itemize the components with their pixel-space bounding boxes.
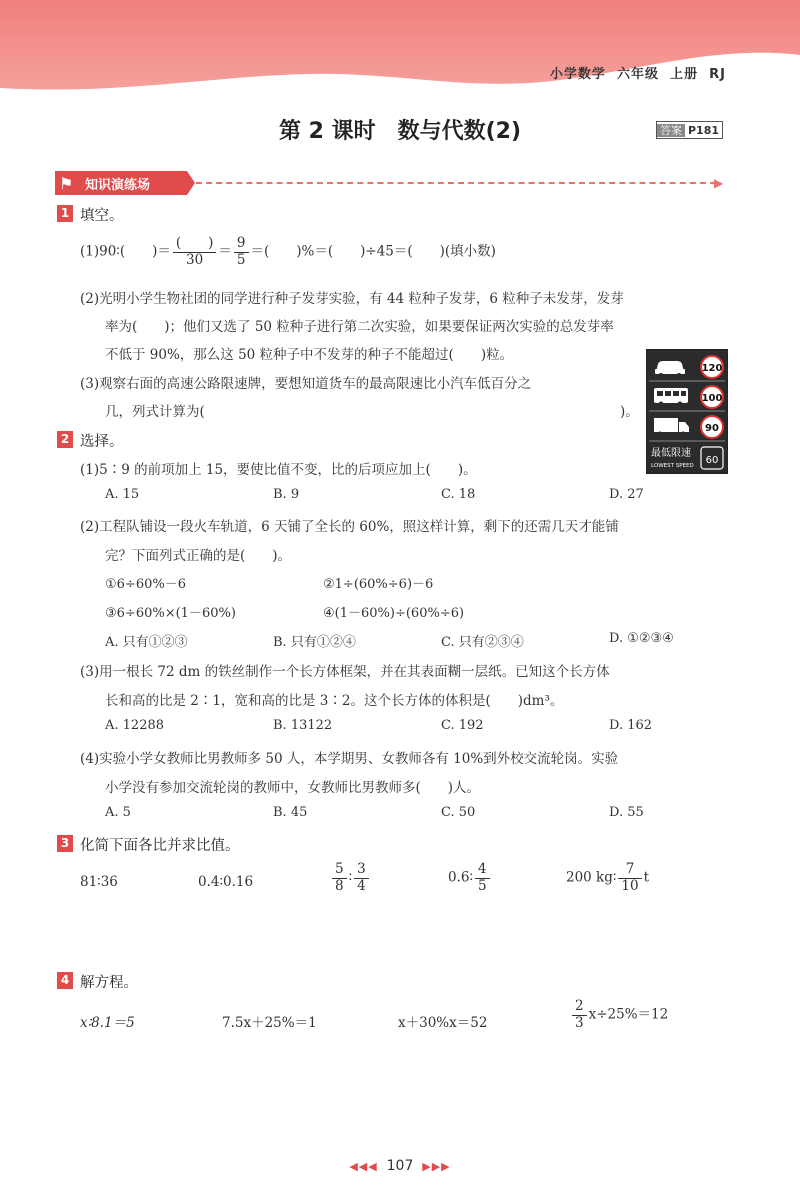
q2-part2-stem2: 完？下面列式正确的是( )。 — [105, 548, 292, 564]
option-c[interactable]: C. 50 — [441, 805, 476, 820]
q2-part1-stem: (1)5∶9 的前项加上 15，要使比值不变，比的后项应加上( )。 — [80, 462, 477, 478]
question-number: 1 — [57, 205, 73, 222]
q1-part2-line2: 率为( )；他们又选了 50 粒种子进行第二次实验，如果要保证两次实验的总发芽率 — [105, 319, 614, 335]
q1-part1 — [80, 236, 496, 268]
limit-truck: 90 — [705, 423, 719, 434]
q2-part2-stem1: (2)工程队铺设一段火车轨道，6 天铺了全长的 60%，照这样计算，剩下的还需几天才能铺 — [80, 519, 619, 535]
min-speed-label-cn: 最低限速 — [651, 448, 691, 459]
fraction-denominator: 5 — [236, 251, 246, 268]
equation-2: 7.5x＋25%＝1 — [222, 1015, 317, 1031]
formula-2: ②1÷(60%÷6)－6 — [323, 577, 434, 592]
min-speed-label-en: LOWEST SPEED — [651, 463, 694, 469]
option-a[interactable]: A. 5 — [105, 805, 131, 820]
fraction — [332, 862, 347, 894]
equation-text: x÷25%＝12 — [588, 1006, 669, 1023]
answer-label: 答案 — [657, 124, 685, 137]
ratio-2: 0.4∶0.16 — [198, 874, 254, 890]
answer-reference — [656, 121, 723, 139]
ratio-text: 200 kg∶ — [566, 869, 617, 886]
fraction-denominator: 5 — [477, 877, 487, 894]
ratio-3 — [330, 862, 371, 894]
runner-icon: ⚑ — [59, 174, 74, 193]
equation-3: x＋30%x＝52 — [398, 1015, 488, 1031]
fraction-denominator: 4 — [357, 877, 366, 894]
fraction-numerator: 3 — [354, 862, 369, 879]
ratio-1: 81∶36 — [80, 874, 118, 890]
equation-1: x∶8.1＝5 — [80, 1015, 135, 1031]
q1-part2-line1: (2)光明小学生物社团的同学进行种子发芽实验，有 44 粒种子发芽，6 粒种子未发芽，发芽 — [80, 291, 624, 307]
ratio-text: 0.6∶ — [448, 869, 473, 886]
q2-part3-stem1: (3)用一根长 72 dm 的铁丝制作一个长方体框架，并在其表面糊一层纸。已知这个长方体 — [80, 664, 610, 680]
volume: 上册 — [670, 67, 699, 82]
q1-part1-text-b: ＝( )%＝( )÷45＝( )(填小数) — [250, 243, 496, 260]
option-d[interactable]: D. 162 — [609, 718, 653, 733]
fraction-denominator: 3 — [575, 1014, 584, 1031]
fraction-numerator: 5 — [332, 862, 347, 879]
unit: t — [643, 869, 650, 886]
q2-part4-stem1: (4)实验小学女教师比男教师多 50 人，本学期男、女教师各有 10%到外校交流轮岗。实验 — [80, 751, 619, 767]
option-b[interactable]: B. 只有①②④ — [273, 635, 356, 650]
option-c[interactable]: C. 只有②③④ — [441, 635, 524, 650]
speed-limit-sign — [646, 349, 728, 474]
header-band — [0, 0, 800, 100]
book-info — [550, 63, 726, 82]
section-label: 知识演练场 — [85, 178, 151, 193]
fraction — [618, 862, 641, 894]
option-b[interactable]: B. 13122 — [273, 718, 333, 733]
page-number: 107 — [386, 1158, 414, 1174]
question-title: 选择。 — [80, 434, 124, 450]
fraction-denominator: 30 — [186, 251, 204, 268]
question-title: 化简下面各比并求比值。 — [80, 838, 240, 854]
page-footer — [0, 1158, 800, 1174]
fraction-numerator: 7 — [618, 862, 641, 879]
fraction-numerator: 4 — [475, 862, 490, 879]
fraction-numerator: ( ) — [173, 236, 217, 253]
fraction-numerator: 2 — [572, 999, 587, 1016]
option-b[interactable]: B. 9 — [273, 487, 300, 502]
min-speed-value: 60 — [705, 455, 719, 466]
banner-divider — [196, 182, 716, 184]
arrows-left-icon: ◀◀◀ — [349, 1160, 378, 1173]
ratio-sign: ∶ — [348, 869, 353, 886]
page-title: 第 2 课时 数与代数(2) — [278, 119, 522, 144]
arrows-right-icon: ▶▶▶ — [422, 1160, 451, 1173]
fraction — [354, 862, 369, 894]
question-title: 填空。 — [80, 208, 124, 224]
fraction-denominator: 10 — [621, 877, 639, 894]
limit-bus: 100 — [701, 393, 723, 404]
fraction — [572, 999, 587, 1031]
limit-car: 120 — [701, 363, 723, 374]
question-title: 解方程。 — [80, 975, 138, 991]
q1-part3-line2: 几，列式计算为( — [105, 404, 205, 420]
q1-part1-text-a: (1)90∶( )＝ — [80, 243, 171, 260]
fraction-numerator: 9 — [234, 236, 249, 253]
formula-3: ③6÷60%×(1－60%) — [105, 606, 236, 621]
option-a[interactable]: A. 12288 — [105, 718, 165, 733]
option-d[interactable]: D. ①②③④ — [609, 631, 674, 646]
ratio-4 — [448, 862, 492, 894]
option-c[interactable]: C. 18 — [441, 487, 476, 502]
grade: 六年级 — [616, 67, 659, 82]
fraction — [234, 236, 249, 268]
speed-limit-graphic — [647, 350, 727, 473]
answer-page: P181 — [688, 124, 720, 137]
option-c[interactable]: C. 192 — [441, 718, 484, 733]
option-d[interactable]: D. 27 — [609, 487, 644, 502]
edition: RJ — [709, 67, 726, 82]
question-number: 3 — [57, 835, 73, 852]
q2-part4-stem2: 小学没有参加交流轮岗的教师中，女教师比男教师多( )人。 — [105, 780, 481, 796]
subject: 小学数学 — [549, 67, 606, 82]
option-a[interactable]: A. 15 — [105, 487, 140, 502]
q2-part3-stem2: 长和高的比是 2∶1，宽和高的比是 3∶2。这个长方体的体积是( )dm³。 — [105, 693, 564, 709]
question-number: 4 — [57, 972, 73, 989]
fraction — [475, 862, 490, 894]
equation-4 — [570, 999, 668, 1031]
option-d[interactable]: D. 55 — [609, 805, 644, 820]
q1-part2-line3: 不低于 90%，那么这 50 粒种子中不发芽的种子不能超过( )粒。 — [105, 347, 514, 363]
ratio-5 — [566, 862, 649, 894]
option-b[interactable]: B. 45 — [273, 805, 308, 820]
option-a[interactable]: A. 只有①②③ — [105, 635, 188, 650]
fraction — [173, 236, 217, 268]
formula-1: ①6÷60%－6 — [105, 577, 186, 592]
formula-4: ④(1－60%)÷(60%÷6) — [323, 606, 465, 621]
fraction-denominator: 8 — [335, 877, 344, 894]
equals-sign: ＝ — [218, 243, 232, 260]
q1-part3-line1: (3)观察右面的高速公路限速牌，要想知道货车的最高限速比小汽车低百分之 — [80, 376, 532, 392]
q1-part3-close: )。 — [620, 404, 639, 420]
chevron-right-icon: ▶ — [714, 176, 724, 190]
question-number: 2 — [57, 431, 73, 448]
